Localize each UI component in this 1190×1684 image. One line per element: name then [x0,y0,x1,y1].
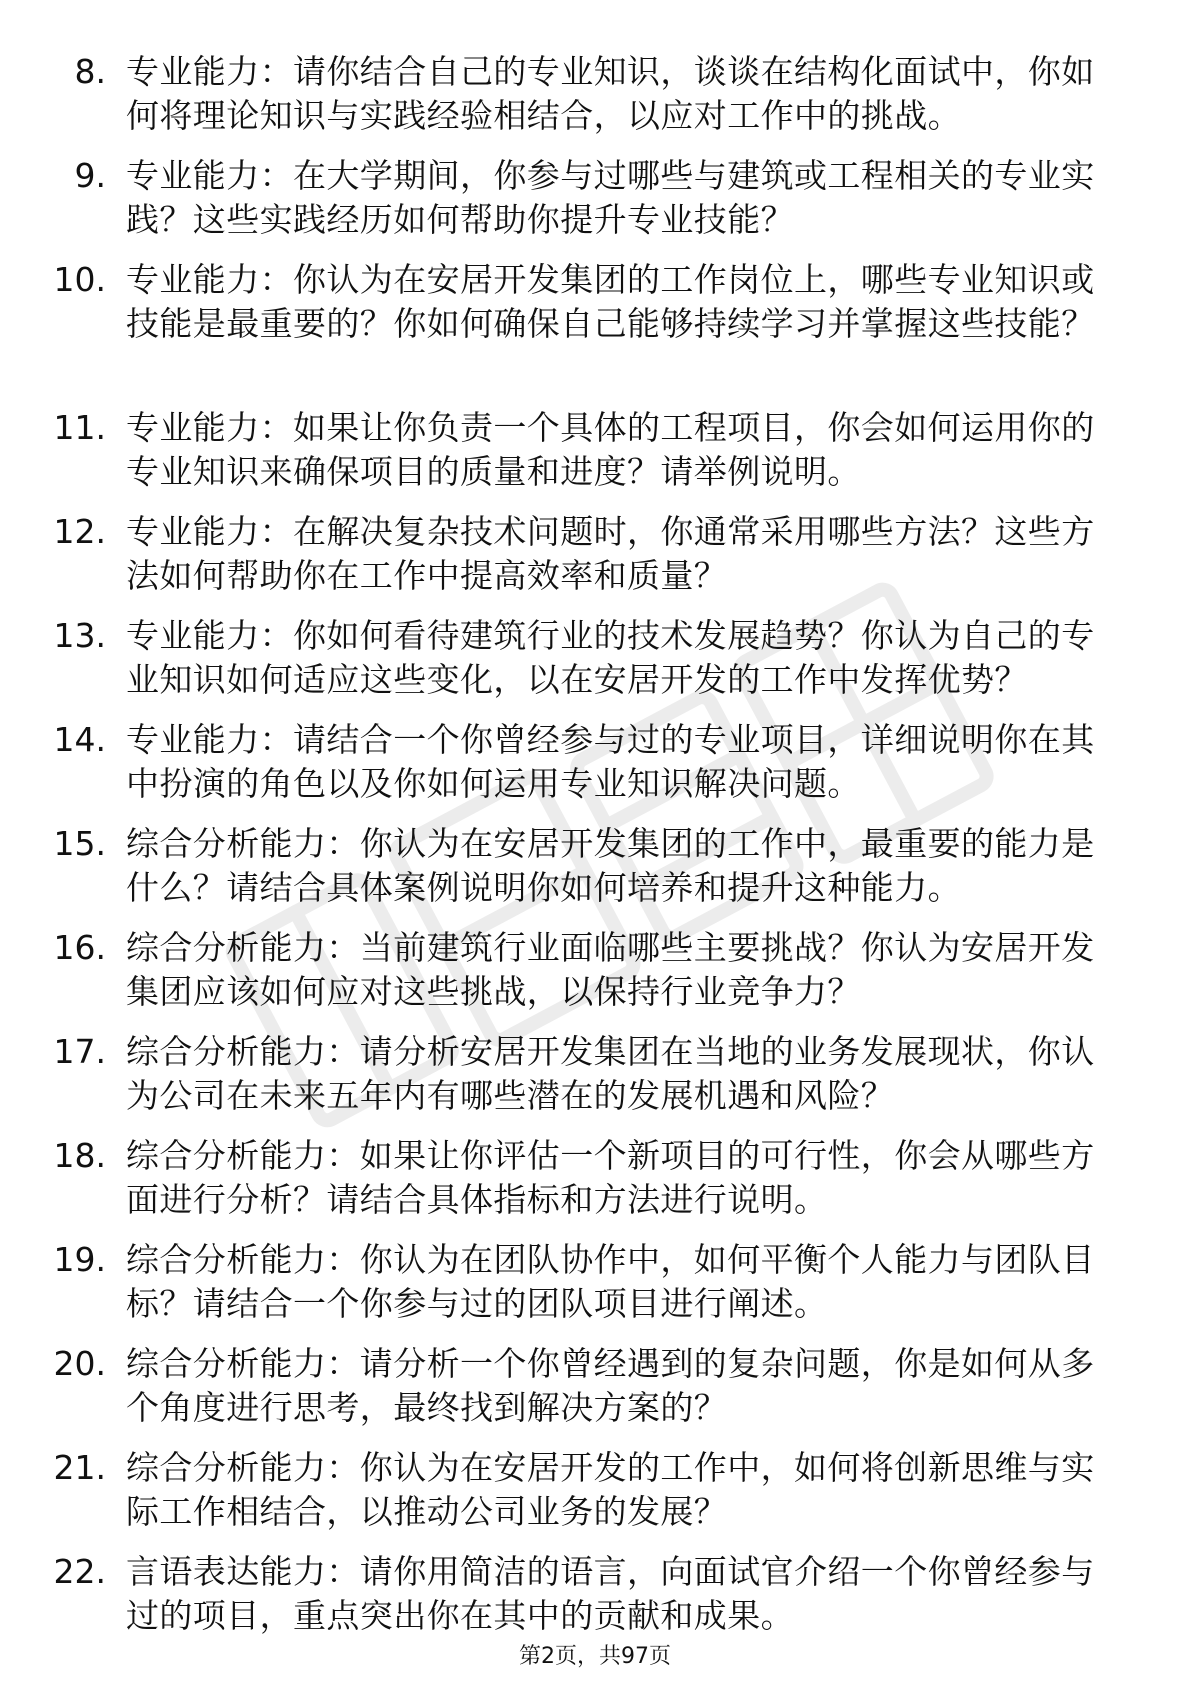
question-text: 专业能力：请你结合自己的专业知识，谈谈在结构化面试中，你如何将理论知识与实践经验相结合，以应对工作中的挑战。 [126,52,1095,135]
question-number: 19. [53,1240,106,1279]
question-item [0,612,1190,716]
question-item [0,1236,1190,1340]
question-list [0,48,1190,1652]
question-item [0,1028,1190,1132]
question-item [0,924,1190,1028]
question-text: 专业能力：你如何看待建筑行业的技术发展趋势？你认为自己的专业知识如何适应这些变化，以在安居开发的工作中发挥优势？ [126,616,1095,699]
question-text: 专业能力：在解决复杂技术问题时，你通常采用哪些方法？这些方法如何帮助你在工作中提高效率和质量？ [126,512,1095,595]
question-text: 综合分析能力：你认为在团队协作中，如何平衡个人能力与团队目标？请结合一个你参与过的团队项目进行阐述。 [126,1240,1095,1323]
question-text: 专业能力：在大学期间，你参与过哪些与建筑或工程相关的专业实践？这些实践经历如何帮助你提升专业技能？ [126,156,1095,239]
question-text: 综合分析能力：如果让你评估一个新项目的可行性，你会从哪些方面进行分析？请结合具体指标和方法进行说明。 [126,1136,1095,1219]
question-item [0,1444,1190,1548]
question-number: 9. [74,156,106,195]
question-item [0,820,1190,924]
question-number: 14. [53,720,106,759]
question-text: 专业能力：你认为在安居开发集团的工作岗位上，哪些专业知识或技能是最重要的？你如何确保自己能够持续学习并掌握这些技能？ [126,260,1095,343]
question-number: 17. [53,1032,106,1071]
question-text: 综合分析能力：你认为在安居开发的工作中，如何将创新思维与实际工作相结合，以推动公司业务的发展？ [126,1448,1095,1531]
question-item [0,404,1190,508]
question-number: 15. [53,824,106,863]
question-item [0,716,1190,820]
question-text: 综合分析能力：请分析安居开发集团在当地的业务发展现状，你认为公司在未来五年内有哪些潜在的发展机遇和风险？ [126,1032,1095,1115]
question-number: 22. [53,1552,106,1591]
question-text: 专业能力：请结合一个你曾经参与过的专业项目，详细说明你在其中扮演的角色以及你如何运用专业知识解决问题。 [126,720,1095,803]
question-item [0,1132,1190,1236]
page-number-footer: 第2页，共97页 [519,1644,671,1669]
question-item [0,508,1190,612]
question-number: 20. [53,1344,106,1383]
question-number: 10. [53,260,106,299]
question-text: 言语表达能力：请你用简洁的语言，向面试官介绍一个你曾经参与过的项目，重点突出你在其中的贡献和成果。 [126,1552,1095,1635]
question-number: 12. [53,512,106,551]
question-text: 综合分析能力：请分析一个你曾经遇到的复杂问题，你是如何从多个角度进行思考，最终找到解决方案的？ [126,1344,1095,1427]
question-number: 18. [53,1136,106,1175]
question-number: 13. [53,616,106,655]
question-number: 21. [53,1448,106,1487]
question-number: 11. [53,408,106,447]
question-item [0,48,1190,152]
question-item [0,152,1190,256]
question-text: 综合分析能力：当前建筑行业面临哪些主要挑战？你认为安居开发集团应该如何应对这些挑战，以保持行业竞争力？ [126,928,1095,1011]
question-text: 专业能力：如果让你负责一个具体的工程项目，你会如何运用你的专业知识来确保项目的质量和进度？请举例说明。 [126,408,1095,491]
question-item [0,256,1190,404]
question-text: 综合分析能力：你认为在安居开发集团的工作中，最重要的能力是什么？请结合具体案例说明你如何培养和提升这种能力。 [126,824,1095,907]
question-item [0,1548,1190,1652]
question-item [0,1340,1190,1444]
question-number: 8. [74,52,106,91]
question-number: 16. [53,928,106,967]
